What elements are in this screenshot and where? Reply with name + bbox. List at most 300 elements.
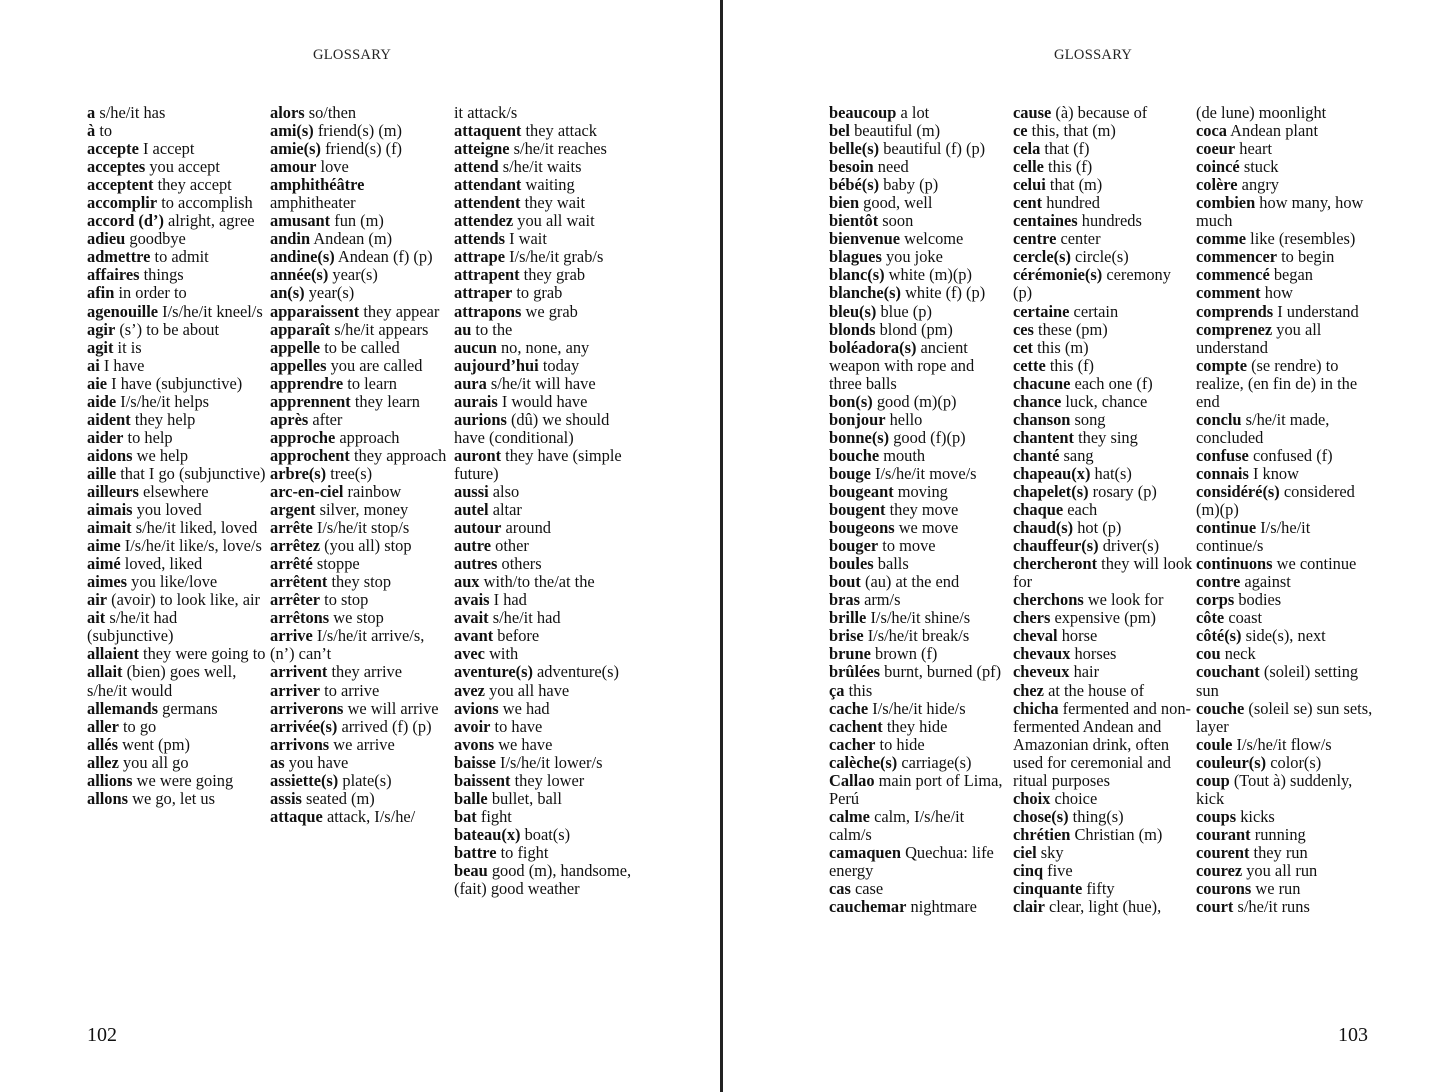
glossary-term: accord (d’) [87,211,164,231]
glossary-definition: it is [117,337,142,357]
glossary-term: calme [829,806,870,826]
glossary-entry [454,645,634,663]
glossary-definition: adventure(s) [537,662,619,682]
glossary-definition: year(s) [332,265,378,285]
glossary-term: chance [1013,391,1062,411]
glossary-definition: main port of Lima, Perú [829,770,1003,808]
glossary-definition: we run [1255,879,1301,899]
glossary-term: coincé [1196,157,1240,177]
glossary-term: coups [1196,806,1237,826]
glossary-term: court [1196,897,1234,917]
glossary-definition: hello [889,409,923,429]
glossary-term: arrêtent [270,572,328,592]
glossary-entry [270,357,450,375]
glossary-definition: I have (subjunctive) [111,373,243,393]
glossary-term: avez [454,680,485,700]
glossary-entry [270,627,450,663]
glossary-term: chantent [1013,427,1075,447]
glossary-definition: year(s) [308,283,355,303]
glossary-entry [454,790,634,808]
glossary-term: chanté [1013,445,1060,465]
glossary-definition: I/s/he/it stop/s [316,518,410,538]
glossary-entry [1196,248,1376,266]
glossary-entry [270,808,450,826]
glossary-entry [1196,176,1376,194]
glossary-definition: this (m) [1037,337,1089,357]
glossary-entry [454,609,634,627]
glossary-term: choix [1013,788,1051,808]
glossary-entry [829,663,1009,681]
glossary-entry [454,411,634,447]
glossary-definition: baby (p) [883,175,939,195]
glossary-definition: to learn [347,373,397,393]
glossary-definition: tree(s) [330,463,373,483]
glossary-entry [829,808,1009,844]
glossary-term: cause [1013,103,1052,122]
glossary-definition: mouth [883,445,926,465]
glossary-definition: we continue [1276,554,1357,574]
glossary-definition: we had [502,698,550,718]
glossary-entry [1013,519,1193,537]
left-page [0,0,721,1092]
glossary-definition: with/to the/at the [483,572,595,592]
glossary-entry [1013,158,1193,176]
glossary-term: affaires [87,265,140,285]
glossary-entry [87,122,267,140]
glossary-term: chaud(s) [1013,518,1074,538]
glossary-entry [87,176,267,194]
glossary-definition: this (f) [1049,355,1095,375]
glossary-definition: case [854,879,884,899]
glossary-definition: you have [288,752,349,772]
glossary-term: allons [87,788,128,808]
glossary-term: brille [829,608,867,628]
glossary-term: conclu [1196,409,1242,429]
glossary-entry [87,772,267,790]
glossary-definition: hat(s) [1094,463,1132,483]
glossary-term: blonds [829,319,876,339]
glossary-term: chapeau(x) [1013,463,1091,483]
glossary-definition: friend(s) (f) [325,139,402,159]
glossary-entry [270,230,450,248]
glossary-entry [454,447,634,483]
glossary-definition: attack, I/s/he/ [326,806,416,826]
glossary-definition: we go, let us [132,788,215,808]
glossary-term: a [87,103,96,122]
glossary-definition: (avoir) to look like, air [111,590,260,610]
glossary-definition: approach [339,427,400,447]
glossary-entry [454,718,634,736]
glossary-term: boules [829,554,874,574]
glossary-entry [1196,880,1376,898]
glossary-definition: they were going to [143,644,266,664]
glossary-term: atteigne [454,139,510,159]
glossary-definition: kicks [1240,806,1275,826]
glossary-entry [1013,266,1193,302]
glossary-definition: to hide [879,734,925,754]
glossary-entry [87,284,267,302]
glossary-term: aimé [87,554,121,574]
glossary-definition: bodies [1238,590,1282,610]
glossary-term: chicha [1013,698,1059,718]
glossary-term: bougeons [829,518,895,538]
glossary-column [270,104,450,826]
glossary-entry [1196,483,1376,519]
glossary-entry [829,194,1009,212]
glossary-definition: (Tout à) suddenly, kick [1196,770,1353,808]
glossary-term: adieu [87,229,126,249]
glossary-definition: this (f) [1048,157,1093,177]
glossary-entry [87,700,267,718]
glossary-definition: good (f)(p) [893,427,966,447]
glossary-entry [1013,321,1193,339]
glossary-definition: seated (m) [306,788,375,808]
glossary-definition: Andean (m) [313,229,393,249]
glossary-term: battre [454,842,497,862]
glossary-entry [270,176,450,212]
glossary-definition: s/he/it had [492,608,561,628]
glossary-entry [1196,645,1376,663]
glossary-term: admettre [87,247,151,267]
glossary-definition: coast [1228,608,1263,628]
glossary-entry [1196,447,1376,465]
glossary-definition: beautiful (m) [854,121,941,141]
glossary-definition: (s’) to be about [119,319,220,339]
glossary-term: connais [1196,463,1249,483]
glossary-definition: against [1244,572,1291,592]
glossary-definition: need [877,157,909,177]
glossary-definition: germans [162,698,218,718]
glossary-term: aussi [454,481,489,501]
glossary-term: cette [1013,355,1046,375]
glossary-term: certaine [1013,301,1070,321]
glossary-entry [1013,447,1193,465]
glossary-entry [270,519,450,537]
glossary-entry [1013,663,1193,681]
glossary-entry [270,772,450,790]
glossary-definition: (au) at the end [865,572,960,592]
glossary-entry [454,826,634,844]
page-number: 103 [1338,1024,1368,1046]
glossary-entry [829,627,1009,645]
glossary-entry [829,411,1009,429]
glossary-entry [829,609,1009,627]
glossary-entry [1196,104,1376,122]
glossary-definition: they approach [353,445,447,465]
glossary-definition: we help [136,445,189,465]
glossary-term: arrêter [270,590,321,610]
glossary-term: côte [1196,608,1225,628]
glossary-entry [87,339,267,357]
glossary-term: cachent [829,716,883,736]
glossary-entry [1196,754,1376,772]
glossary-entry [829,772,1009,808]
glossary-entry [829,519,1009,537]
glossary-definition: they stop [331,572,392,592]
glossary-entry [270,339,450,357]
glossary-entry [454,339,634,357]
glossary-entry [829,158,1009,176]
glossary-entry [270,700,450,718]
glossary-term: cinquante [1013,879,1083,899]
glossary-term: arrive [270,626,313,646]
glossary-entry [454,375,634,393]
glossary-entry [454,140,634,158]
glossary-entry [829,501,1009,519]
glossary-term: attendant [454,175,522,195]
glossary-term: coup [1196,770,1230,790]
glossary-term: bel [829,121,850,141]
glossary-entry [87,357,267,375]
glossary-definition: hair [1073,662,1100,682]
glossary-entry [270,321,450,339]
glossary-term: attendent [454,193,521,213]
glossary-definition: five [1047,860,1073,880]
glossary-term: chez [1013,680,1044,700]
glossary-term: acceptes [87,157,146,177]
glossary-definition: around [505,518,551,538]
glossary-entry [829,573,1009,591]
glossary-term: chrétien [1013,824,1071,844]
glossary-entry [270,790,450,808]
glossary-definition: brown (f) [875,644,938,664]
glossary-term: bon(s) [829,391,873,411]
glossary-definition: with [489,644,519,664]
glossary-term: auront [454,445,502,465]
glossary-definition: bullet, ball [491,788,562,808]
glossary-term: aidons [87,445,133,465]
glossary-definition: loved, liked [124,554,203,574]
glossary-term: attrapent [454,265,520,285]
glossary-entry [454,736,634,754]
glossary-definition: that (f) [1044,139,1090,159]
glossary-definition: I know [1252,463,1299,483]
glossary-definition: we move [898,518,959,538]
glossary-definition: silver, money [319,500,409,520]
glossary-column [87,104,267,808]
glossary-definition: you loved [136,500,202,520]
glossary-definition: they appear [363,301,440,321]
glossary-definition: blond (pm) [879,319,953,339]
glossary-definition: they move [889,500,959,520]
glossary-definition: I/s/he/it continue/s [1196,518,1311,556]
glossary-term: aie [87,373,108,393]
glossary-term: agenouille [87,301,159,321]
glossary-term: attend [454,157,499,177]
glossary-definition: (soleil se) sun sets, layer [1196,698,1373,736]
glossary-definition: they lower [514,770,585,790]
glossary-entry [270,303,450,321]
glossary-definition: Andean (f) (p) [337,247,433,267]
glossary-definition: it attack/s [454,103,518,122]
glossary-entry [1013,483,1193,501]
glossary-definition: we have [498,734,553,754]
glossary-term: air [87,590,108,610]
glossary-entry [829,898,1009,916]
glossary-term: beau [454,860,488,880]
glossary-definition: stoppe [316,554,360,574]
glossary-term: autour [454,518,502,538]
glossary-entry [270,411,450,429]
glossary-term: aura [454,373,487,393]
glossary-entry [1013,375,1193,393]
glossary-term: aux [454,572,480,592]
glossary-term: comment [1196,283,1261,303]
glossary-definition: plate(s) [342,770,392,790]
glossary-definition: side(s), next [1245,626,1326,646]
glossary-definition: (you all) stop [324,536,412,556]
glossary-definition: they sing [1078,427,1138,447]
glossary-definition: I had [493,590,527,610]
glossary-entry [87,393,267,411]
glossary-definition: good (m)(p) [876,391,957,411]
glossary-term: brune [829,644,871,664]
glossary-entry [829,248,1009,266]
glossary-column [829,104,1009,916]
right-page [724,0,1445,1092]
glossary-term: cheval [1013,626,1058,646]
glossary-entry [87,573,267,591]
glossary-entry [1013,303,1193,321]
glossary-definition: to the [475,319,513,339]
glossary-entry [1196,555,1376,573]
glossary-entry [1013,880,1193,898]
glossary-term: camaquen [829,842,901,862]
glossary-term: an(s) [270,283,305,303]
glossary-entry [1196,826,1376,844]
glossary-term: baisse [454,752,496,772]
page-number: 102 [87,1024,117,1046]
glossary-definition: running [1254,824,1306,844]
glossary-term: cheveux [1013,662,1070,682]
glossary-entry [87,303,267,321]
glossary-definition: (soleil) setting sun [1196,662,1359,700]
glossary-definition: fun (m) [334,211,384,231]
glossary-term: couche [1196,698,1245,718]
glossary-entry [829,555,1009,573]
glossary-term: chercheront [1013,554,1098,574]
glossary-definition: this [848,680,873,700]
glossary-definition: I have [103,355,145,375]
glossary-definition: you joke [885,247,943,267]
glossary-term: cou [1196,644,1221,664]
glossary-entry [270,754,450,772]
glossary-definition: love [320,157,349,177]
glossary-entry [454,808,634,826]
glossary-term: bougent [829,500,886,520]
glossary-term: aider [87,427,124,447]
glossary-term: cherchons [1013,590,1084,610]
glossary-entry [1196,194,1376,230]
glossary-term: chose(s) [1013,806,1069,826]
glossary-entry [87,754,267,772]
glossary-definition: you all wait [517,211,595,231]
glossary-term: centaines [1013,211,1078,231]
glossary-term: courez [1196,860,1243,880]
glossary-definition: (de lune) moonlight [1196,103,1327,122]
glossary-term: ait [87,608,106,628]
glossary-term: bonjour [829,409,886,429]
glossary-term: apprennent [270,391,351,411]
glossary-definition: I/s/he/it hide/s [872,698,966,718]
glossary-entry [270,501,450,519]
glossary-definition: I/s/he/it move/s [875,463,977,483]
glossary-entry [454,158,634,176]
glossary-term: amusant [270,211,331,231]
glossary-entry [87,266,267,284]
glossary-entry [454,573,634,591]
glossary-entry [454,284,634,302]
glossary-term: coule [1196,734,1233,754]
glossary-term: arbre(s) [270,463,327,483]
glossary-entry [1013,537,1193,555]
glossary-definition: I/s/he/it grab/s [509,247,604,267]
glossary-column [1013,104,1193,916]
glossary-term: colère [1196,175,1238,195]
glossary-entry [270,266,450,284]
glossary-entry [1196,140,1376,158]
glossary-definition: we stop [333,608,384,628]
glossary-entry [1013,627,1193,645]
glossary-term: avec [454,644,485,664]
glossary-entry [454,176,634,194]
glossary-definition: like (resembles) [1250,229,1356,249]
glossary-entry [1013,591,1193,609]
glossary-definition: to fight [500,842,549,862]
glossary-entry [87,321,267,339]
glossary-term: attraper [454,283,513,303]
glossary-entry [87,555,267,573]
glossary-definition: balls [877,554,909,574]
glossary-definition: angry [1241,175,1279,195]
glossary-term: Callao [829,770,875,790]
glossary-term: arriverons [270,698,344,718]
glossary-definition: hot (p) [1077,518,1122,538]
glossary-term: andin [270,229,311,249]
glossary-term: avions [454,698,499,718]
glossary-definition: I understand [1277,301,1359,321]
glossary-definition: welcome [904,229,964,249]
glossary-term: cauchemar [829,897,907,917]
glossary-entry [87,411,267,429]
glossary-entry [1196,303,1376,321]
glossary-definition: ceremony (p) [1013,265,1171,303]
glossary-definition: you all go [122,752,189,772]
glossary-definition: they will look for [1013,554,1193,592]
glossary-definition: so/then [308,103,357,122]
glossary-definition: neck [1224,644,1256,664]
glossary-definition: hundreds [1081,211,1142,231]
glossary-term: comprends [1196,301,1274,321]
glossary-definition: also [492,481,520,501]
glossary-definition: before [497,626,540,646]
glossary-entry [829,682,1009,700]
glossary-definition: s/he/it reaches [513,139,607,159]
glossary-term: assiette(s) [270,770,339,790]
glossary-definition: in order to [118,283,187,303]
glossary-entry [1013,700,1193,790]
glossary-entry [829,718,1009,736]
glossary-definition: waiting [525,175,575,195]
glossary-entry [454,700,634,718]
glossary-definition: boat(s) [524,824,571,844]
glossary-definition: to be called [324,337,400,357]
glossary-definition: to go [122,716,157,736]
glossary-term: arrivons [270,734,330,754]
glossary-term: chauffeur(s) [1013,536,1099,556]
glossary-term: avait [454,608,489,628]
glossary-term: combien [1196,193,1256,213]
